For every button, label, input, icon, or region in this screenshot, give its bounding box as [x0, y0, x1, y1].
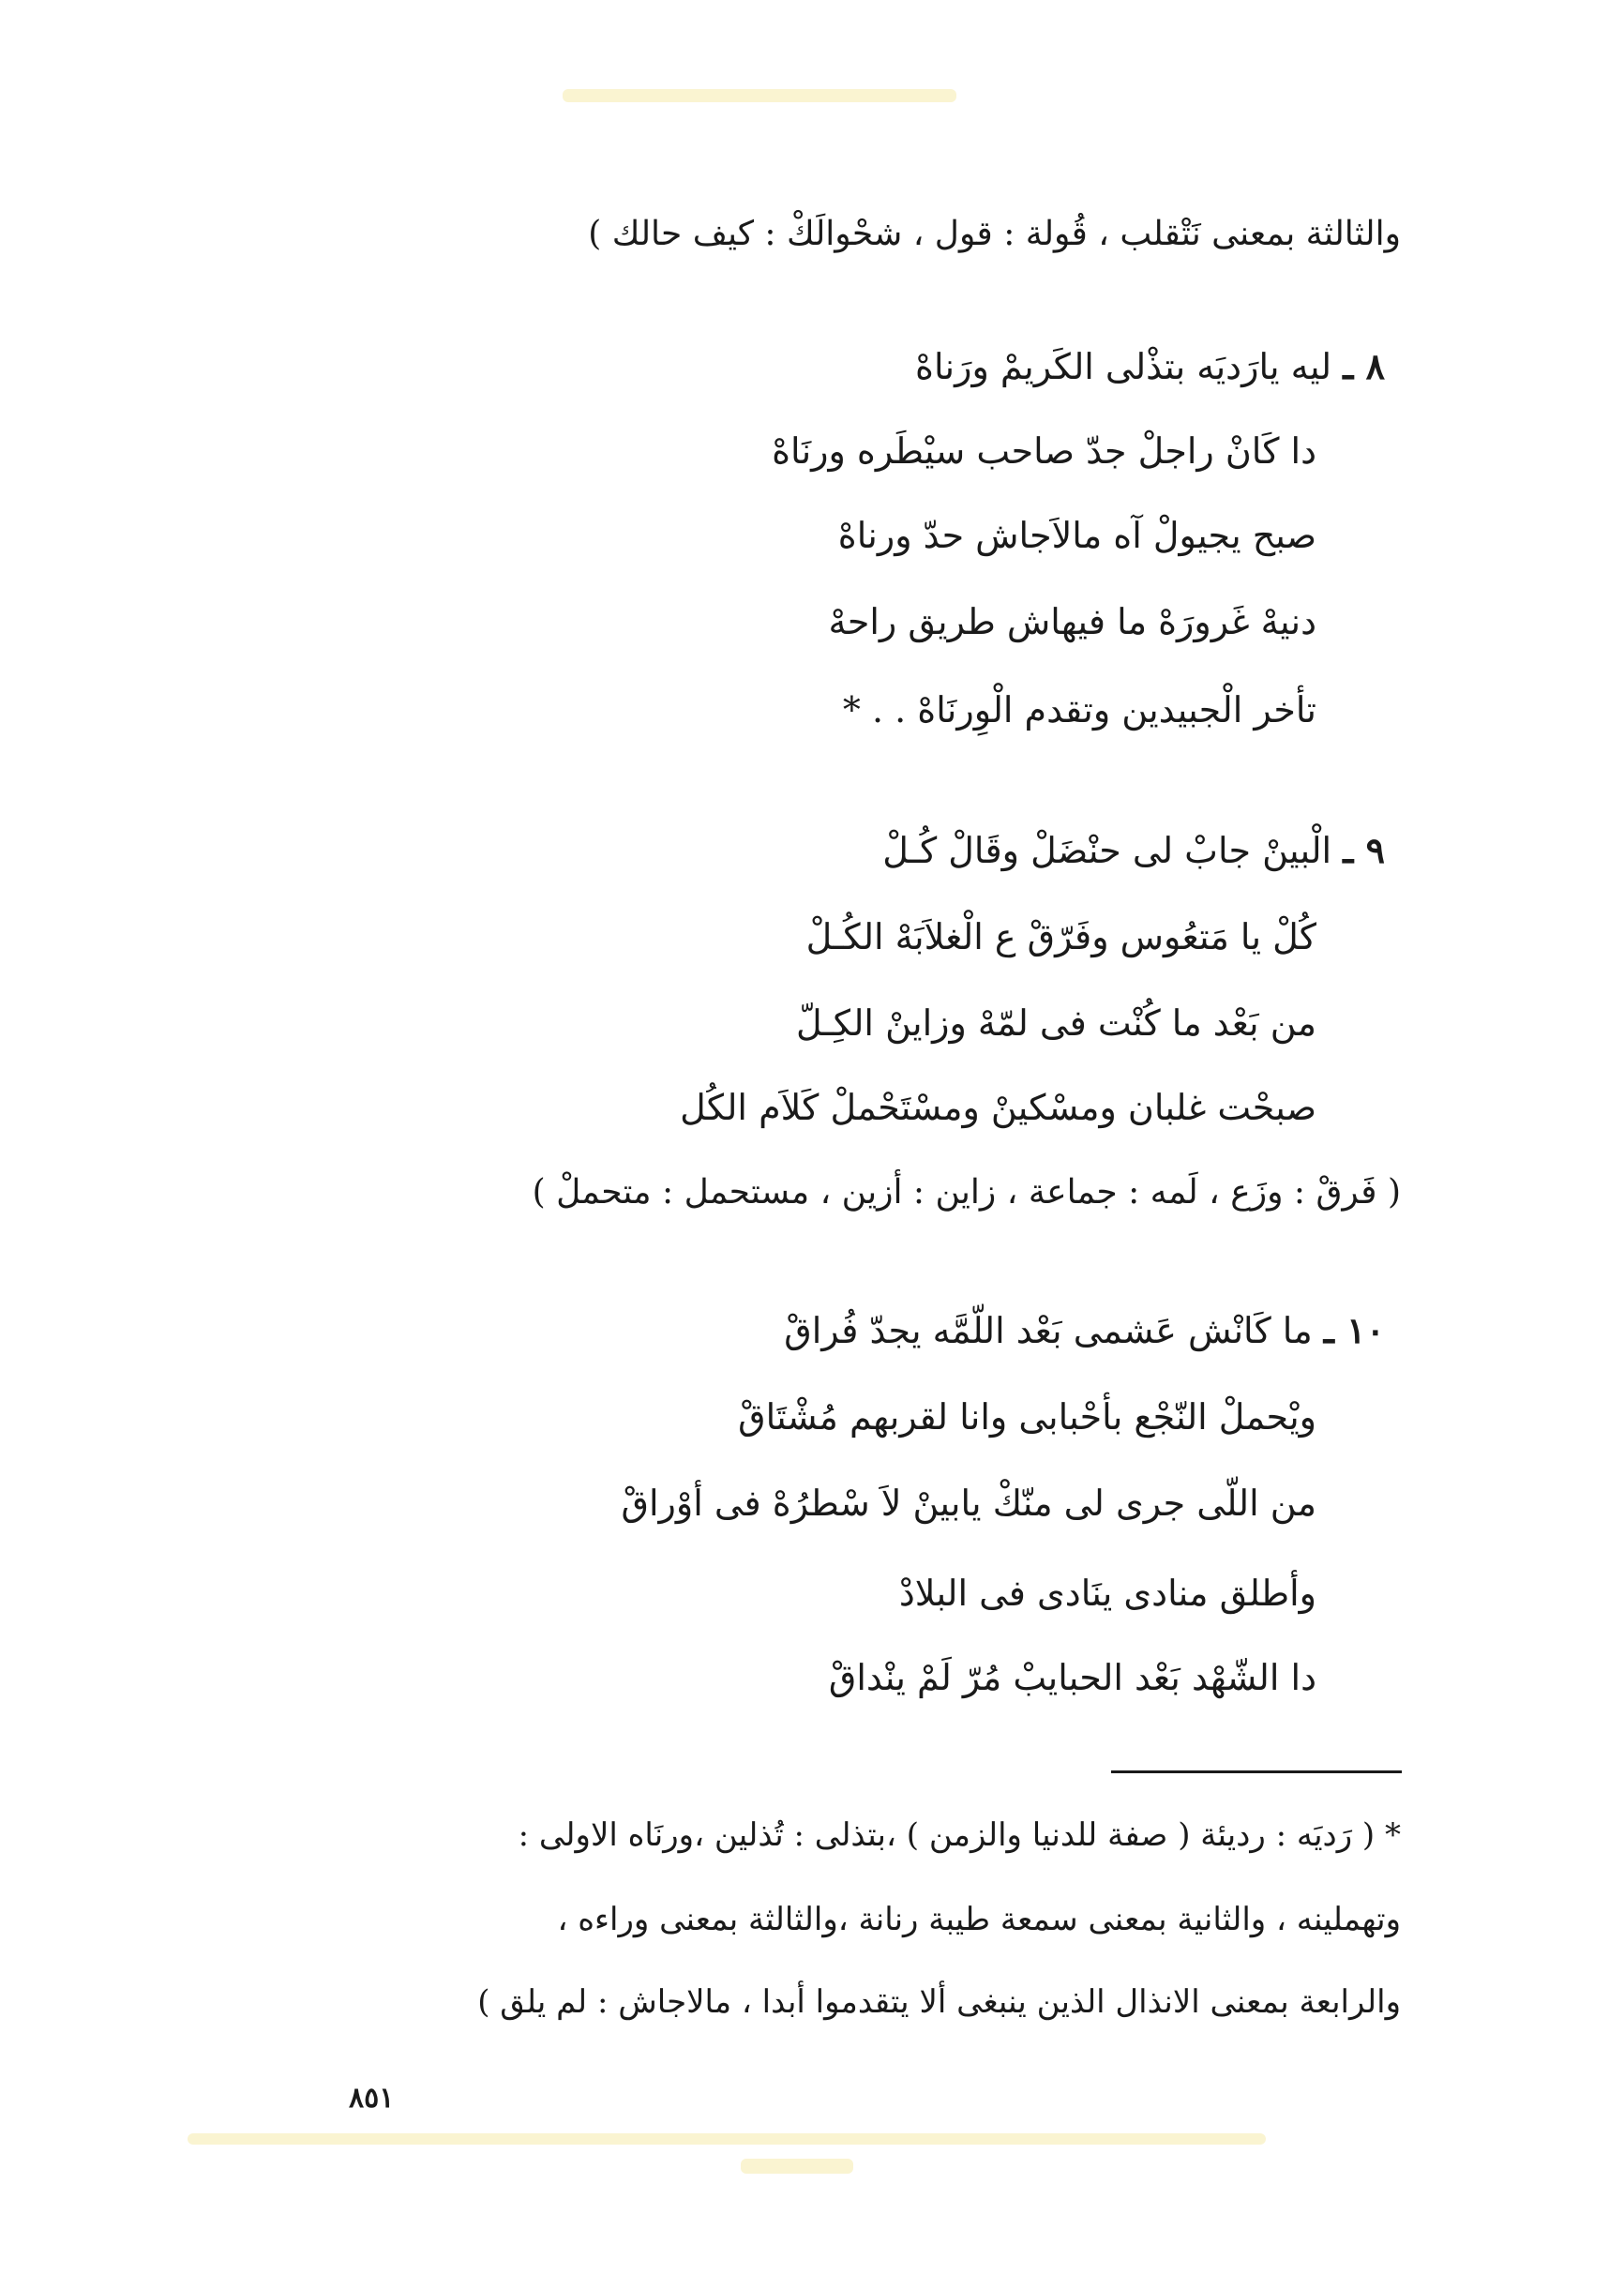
stanza-number: ٨ ـ — [1343, 345, 1385, 387]
stanza-8-line-1: ٨ ـ ليه يارَديَه بتذْلى الكَريمْ ورَناهْ — [915, 345, 1385, 387]
scan-smudge-bottom — [188, 2133, 1266, 2145]
stanza-number: ٩ ـ — [1343, 829, 1385, 871]
stanza-9-line-4: صبحْت غلبان ومسْكينْ ومسْتَحْملْ كَلاَم الكُل — [680, 1087, 1316, 1128]
stanza-number: ١٠ ـ — [1323, 1309, 1385, 1351]
stanza-10-line-4: وأطلق منادى ينَادى فى البلادْ — [898, 1573, 1316, 1614]
footnote-line-3: والرابعة بمعنى الانذال الذين ينبغى ألا يتقدموا أبدا ، مالاجاش : لم يلق ) — [477, 1983, 1401, 2021]
stanza-9-gloss: ( فَرقْ : وزَع ، لَمه : جماعة ، زاين : أزين ، مستحمل : متحملْ ) — [532, 1173, 1401, 1212]
stanza-10-line-2: ويْحملْ النّجْع بأحْبابى وانا لقربهم مُشْتَاقْ — [738, 1396, 1316, 1438]
scan-smudge-top — [563, 89, 956, 102]
stanza-8-line-2: دا كَانْ راجلْ جدّ صاحب سيْطَره ورنَاهْ — [772, 430, 1316, 472]
footnote-divider — [1111, 1770, 1402, 1773]
stanza-10-line-3: من اللّى جرى لى منّكْ يابينْ لاَ سْطرُهْ فى أوْراقْ — [621, 1483, 1316, 1524]
stanza-10-line-1: ١٠ ـ ما كَانْش عَشمى بَعْد اللّمَّه يجدّ فُراقْ — [784, 1309, 1385, 1351]
footnote-line-1: * ( رَديَه : رديئة ( صفة للدنيا والزمن ) ،بتذلى : تُذلين ،ورنَاه الاولى : — [518, 1816, 1401, 1854]
stanza-9-line-2: كُلْ يا مَتعُوس وفَرّقْ ع الْغلاَبَهْ الكُـلْ — [805, 916, 1316, 957]
intro-line: والثالثة بمعنى نَتْقلب ، قُولة : قول ، شحْوالَكْ : كيف حالك ) — [588, 215, 1401, 253]
stanza-8-line-3: صبح يجيولْ آه مالاَجاش حدّ ورناهْ — [837, 515, 1316, 556]
scan-smudge-bottom-2 — [741, 2159, 853, 2174]
footnote-line-2: وتهملينه ، والثانية بمعنى سمعة طيبة رنانة ،والثالثة بمعنى وراءه ، — [557, 1901, 1401, 1938]
stanza-10-line-5: دا الشّهْد بَعْد الحبايبْ مُرّ لَمْ ينْداقْ — [828, 1657, 1316, 1698]
stanza-8-line-5: تأخر الْجبيدين وتقدم الْوِرنَاهْ . . * — [842, 689, 1316, 730]
stanza-9-line-1: ٩ ـ الْبينْ جابْ لى حنْضَلْ وقَالْ كُـلْ — [882, 829, 1385, 871]
page-number: ٨٥١ — [349, 2082, 395, 2115]
stanza-9-line-3: من بَعْد ما كُنْت فى لمّهْ وزاينْ الكِـلّ — [795, 1002, 1316, 1044]
stanza-8-line-4: دنيهْ غَرورَهْ ما فيهاش طريق راحهْ — [828, 601, 1316, 642]
